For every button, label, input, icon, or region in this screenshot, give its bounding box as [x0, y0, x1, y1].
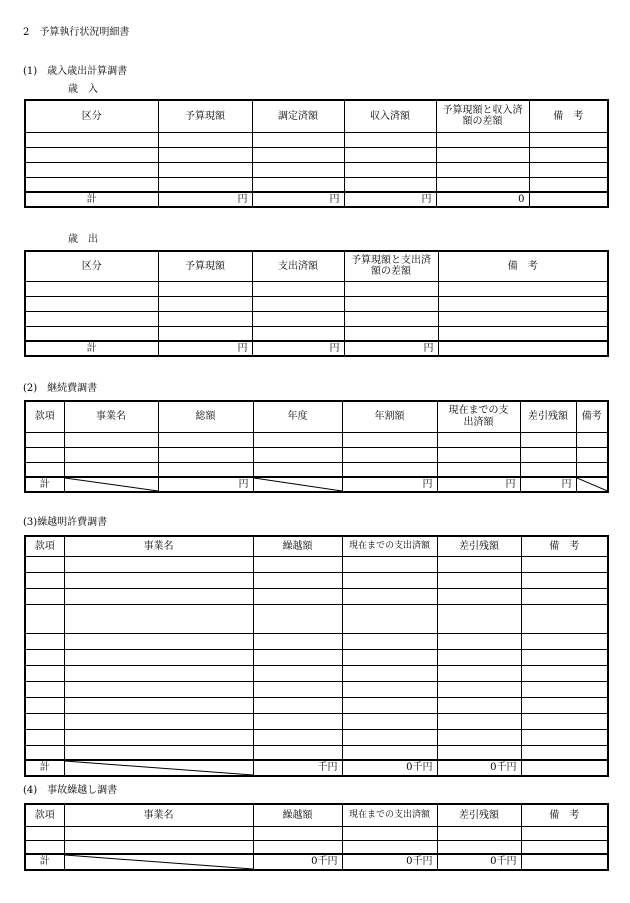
- expenditure-table: [24, 250, 609, 357]
- total-label: 計: [25, 854, 64, 870]
- page-title: 2 予算執行状況明細書: [23, 27, 130, 38]
- col-header: 年割額: [342, 401, 437, 432]
- col-header: 備考: [576, 401, 608, 432]
- total-cell: [438, 341, 608, 356]
- total-cell: [521, 760, 608, 776]
- col-header: 差引残額: [520, 401, 576, 432]
- table-row: [25, 745, 608, 760]
- table-row: [25, 649, 608, 665]
- col-header: 支出済額: [252, 251, 344, 281]
- table-row: [25, 311, 608, 326]
- total-cell: 0千円: [342, 760, 437, 776]
- total-label: 計: [25, 192, 158, 207]
- table-row: [25, 162, 608, 177]
- table-row: [25, 296, 608, 311]
- total-row: [25, 341, 608, 356]
- table-row: [25, 665, 608, 681]
- total-cell: 0千円: [437, 760, 521, 776]
- table-row: [25, 681, 608, 697]
- col-header: 現在までの支出済額: [437, 401, 520, 432]
- total-cell: 0千円: [342, 854, 437, 870]
- total-cell: 0千円: [253, 854, 342, 870]
- table-row: [25, 432, 608, 447]
- table-row: [25, 697, 608, 713]
- total-cell: 0: [436, 192, 529, 207]
- col-header: 事業名: [64, 804, 253, 826]
- col-header: 備 考: [521, 804, 608, 826]
- total-cell: 円: [344, 192, 436, 207]
- diagonal-cell: [576, 477, 608, 492]
- total-row: [25, 760, 608, 776]
- total-cell: 円: [252, 341, 344, 356]
- col-header: 予算現額と収入済額の差額: [436, 100, 529, 132]
- total-row: [25, 477, 608, 492]
- revenue-label: 歳 入: [68, 84, 98, 95]
- table-row: [25, 447, 608, 462]
- accident-carryover-table: [24, 803, 609, 871]
- total-cell: 円: [437, 477, 520, 492]
- table-row: [25, 826, 608, 840]
- table-row: [25, 326, 608, 341]
- total-cell: 円: [342, 477, 437, 492]
- col-header: 差引残額: [437, 536, 521, 556]
- col-header: 備 考: [438, 251, 608, 281]
- col-header: 年度: [253, 401, 342, 432]
- col-header: 調定済額: [252, 100, 344, 132]
- expenditure-label: 歳 出: [68, 234, 98, 245]
- carryover-table: [24, 535, 609, 777]
- continuing-expense-table: [24, 400, 609, 493]
- diagonal-cell: [64, 854, 253, 870]
- col-header: 予算現額: [158, 100, 252, 132]
- section-3-heading: (3)繰越明許費調書: [23, 517, 108, 528]
- table-row: [25, 556, 608, 572]
- revenue-table: [24, 99, 609, 208]
- total-cell: 円: [520, 477, 576, 492]
- total-row: [25, 854, 608, 870]
- col-header: 款項: [25, 401, 64, 432]
- table-row: [25, 729, 608, 745]
- col-header: 現在までの支出済額: [342, 536, 437, 556]
- table-row: [25, 840, 608, 854]
- table-row: [25, 132, 608, 147]
- col-header: 備 考: [529, 100, 608, 132]
- col-header: 繰越額: [253, 536, 342, 556]
- diagonal-cell: [64, 477, 158, 492]
- total-cell: 円: [158, 341, 252, 356]
- total-cell: 0千円: [437, 854, 521, 870]
- table-row: [25, 572, 608, 588]
- col-header: 事業名: [64, 401, 158, 432]
- table-row: [25, 147, 608, 162]
- col-header: 事業名: [64, 536, 253, 556]
- diagonal-cell: [64, 760, 253, 776]
- total-label: 計: [25, 477, 64, 492]
- total-cell: 円: [252, 192, 344, 207]
- col-header: 収入済額: [344, 100, 436, 132]
- total-cell: [529, 192, 608, 207]
- section-1-heading: (1) 歳入歳出計算調書: [23, 66, 128, 77]
- section-2-heading: (2) 継続費調書: [23, 383, 98, 394]
- col-header: 款項: [25, 536, 64, 556]
- total-cell: 円: [344, 341, 438, 356]
- col-header: 款項: [25, 804, 64, 826]
- section-4-heading: (4) 事故繰越し調書: [23, 785, 118, 796]
- col-header: 総額: [158, 401, 253, 432]
- diagonal-cell: [253, 477, 342, 492]
- total-cell: [521, 854, 608, 870]
- total-cell: 円: [158, 477, 253, 492]
- table-row: [25, 604, 608, 633]
- table-row: [25, 281, 608, 296]
- col-header: 差引残額: [437, 804, 521, 826]
- col-header: 備 考: [521, 536, 608, 556]
- col-header: 繰越額: [253, 804, 342, 826]
- table-row: [25, 462, 608, 477]
- table-row: [25, 633, 608, 649]
- total-label: 計: [25, 341, 158, 356]
- col-header: 予算現額: [158, 251, 252, 281]
- col-header: 区分: [25, 100, 158, 132]
- col-header: 区分: [25, 251, 158, 281]
- col-header: 予算現額と支出済額の差額: [344, 251, 438, 281]
- table-row: [25, 177, 608, 192]
- table-row: [25, 713, 608, 729]
- total-cell: 円: [158, 192, 252, 207]
- total-cell: 千円: [253, 760, 342, 776]
- table-row: [25, 588, 608, 604]
- col-header: 現在までの支出済額: [342, 804, 437, 826]
- total-label: 計: [25, 760, 64, 776]
- total-row: [25, 192, 608, 207]
